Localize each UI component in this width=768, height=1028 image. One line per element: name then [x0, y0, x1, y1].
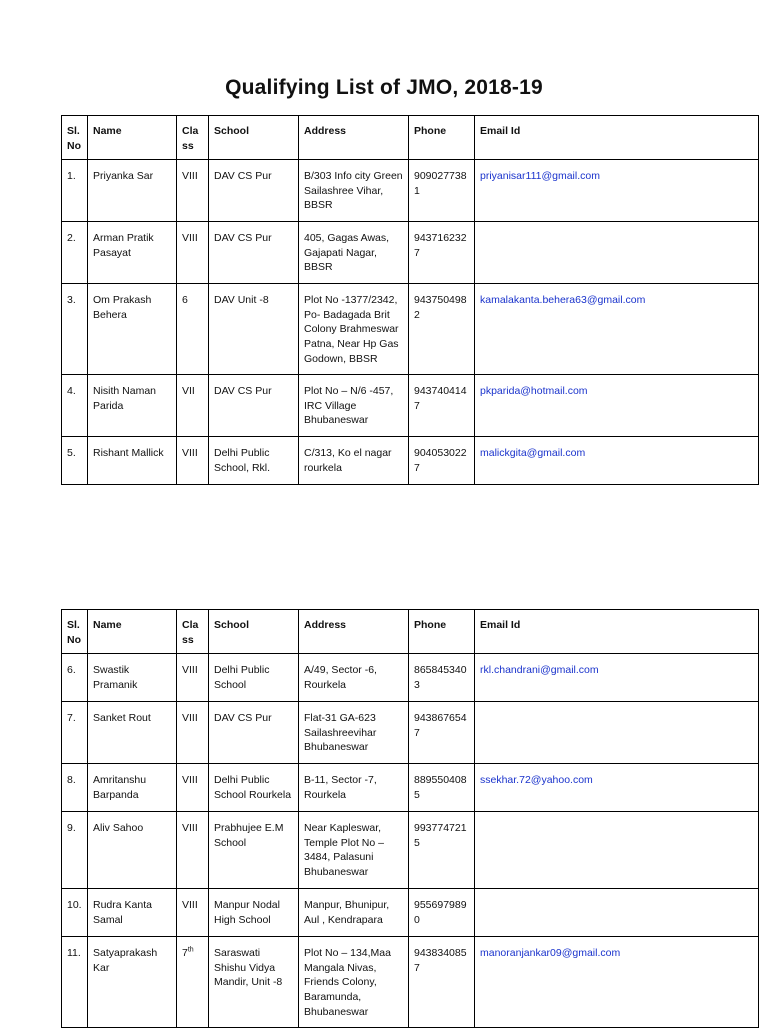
cell-address: C/313, Ko el nagar rourkela — [299, 437, 409, 485]
cell-class: VIII — [177, 812, 209, 889]
cell-name: Swastik Pramanik — [88, 654, 177, 702]
header-address: Address — [299, 116, 409, 160]
header-sl-no: Sl. No — [62, 610, 88, 654]
cell-sl-no: 2. — [62, 222, 88, 284]
header-address: Address — [299, 610, 409, 654]
cell-name: Satyaprakash Kar — [88, 937, 177, 1028]
table-row — [62, 284, 759, 375]
cell-class: VIII — [177, 654, 209, 702]
cell-email-link[interactable]: manoranjankar09@gmail.com — [475, 937, 759, 1028]
cell-address: B-11, Sector -7, Rourkela — [299, 764, 409, 812]
header-name: Name — [88, 610, 177, 654]
class-value: 7 — [182, 947, 188, 960]
cell-phone: 8658453403 — [409, 654, 475, 702]
cell-sl-no: 7. — [62, 702, 88, 764]
page-title: Qualifying List of JMO, 2018-19 — [225, 76, 543, 99]
header-class: Class — [177, 610, 209, 654]
cell-phone: 8895504085 — [409, 764, 475, 812]
cell-phone: 9438676547 — [409, 702, 475, 764]
cell-phone: 9437504982 — [409, 284, 475, 375]
cell-name: Priyanka Sar — [88, 160, 177, 222]
cell-email-link[interactable]: ssekhar.72@yahoo.com — [475, 764, 759, 812]
cell-email — [475, 889, 759, 937]
cell-school: Delhi Public School — [209, 654, 299, 702]
cell-address: Plot No -1377/2342, Po- Badagada Brit Colony Brahmeswar Patna, Near Hp Gas Godown, BBSR — [299, 284, 409, 375]
cell-class: VIII — [177, 437, 209, 485]
cell-email-link[interactable]: rkl.chandrani@gmail.com — [475, 654, 759, 702]
cell-school: Delhi Public School Rourkela — [209, 764, 299, 812]
cell-school: Manpur Nodal High School — [209, 889, 299, 937]
table-row — [62, 812, 759, 889]
cell-sl-no: 6. — [62, 654, 88, 702]
cell-phone: 9437404147 — [409, 375, 475, 437]
cell-phone: 9438340857 — [409, 937, 475, 1028]
cell-school: DAV CS Pur — [209, 222, 299, 284]
table-row — [62, 160, 759, 222]
cell-sl-no: 1. — [62, 160, 88, 222]
table-header-row — [62, 116, 759, 160]
cell-class: VIII — [177, 160, 209, 222]
cell-school: Delhi Public School, Rkl. — [209, 437, 299, 485]
cell-email-link[interactable]: malickgita@gmail.com — [475, 437, 759, 485]
cell-email-link[interactable]: priyanisar111@gmail.com — [475, 160, 759, 222]
cell-sl-no: 4. — [62, 375, 88, 437]
cell-phone: 9040530227 — [409, 437, 475, 485]
cell-class: VIII — [177, 222, 209, 284]
header-class: Class — [177, 116, 209, 160]
cell-address: A/49, Sector -6, Rourkela — [299, 654, 409, 702]
cell-phone: 9437162327 — [409, 222, 475, 284]
cell-phone: 9556979890 — [409, 889, 475, 937]
cell-email — [475, 222, 759, 284]
cell-sl-no: 3. — [62, 284, 88, 375]
cell-address: Flat-31 GA-623 Sailashreevihar Bhubaneswar — [299, 702, 409, 764]
header-school: School — [209, 116, 299, 160]
cell-address: Manpur, Bhunipur, Aul , Kendrapara — [299, 889, 409, 937]
header-email: Email Id — [475, 116, 759, 160]
cell-class: VIII — [177, 889, 209, 937]
cell-class: VII — [177, 375, 209, 437]
cell-email — [475, 702, 759, 764]
cell-school: DAV CS Pur — [209, 702, 299, 764]
table-row — [62, 937, 759, 1028]
cell-name: Sanket Rout — [88, 702, 177, 764]
cell-school: DAV CS Pur — [209, 160, 299, 222]
cell-address: B/303 Info city Green Sailashree Vihar, BBSR — [299, 160, 409, 222]
cell-name: Aliv Sahoo — [88, 812, 177, 889]
cell-phone: 9090277381 — [409, 160, 475, 222]
class-ordinal-suffix: th — [187, 946, 194, 954]
cell-sl-no: 9. — [62, 812, 88, 889]
table-row — [62, 654, 759, 702]
cell-class: 6 — [177, 284, 209, 375]
cell-address: Near Kapleswar, Temple Plot No – 3484, Palasuni Bhubaneswar — [299, 812, 409, 889]
cell-sl-no: 10. — [62, 889, 88, 937]
header-phone: Phone — [409, 116, 475, 160]
cell-name: Arman Pratik Pasayat — [88, 222, 177, 284]
qualifying-table-1 — [61, 115, 759, 485]
cell-address: Plot No – N/6 -457, IRC Village Bhubaneswar — [299, 375, 409, 437]
cell-address: Plot No – 134,Maa Mangala Nivas, Friends Colony, Baramunda, Bhubaneswar — [299, 937, 409, 1028]
cell-sl-no: 11. — [62, 937, 88, 1028]
cell-name: Rudra Kanta Samal — [88, 889, 177, 937]
table-row — [62, 375, 759, 437]
cell-name: Amritanshu Barpanda — [88, 764, 177, 812]
cell-school: DAV Unit -8 — [209, 284, 299, 375]
qualifying-table-2 — [61, 609, 759, 1028]
table-row — [62, 764, 759, 812]
header-name: Name — [88, 116, 177, 160]
cell-email-link[interactable]: kamalakanta.behera63@gmail.com — [475, 284, 759, 375]
table-row — [62, 702, 759, 764]
cell-email — [475, 812, 759, 889]
cell-class — [177, 937, 209, 1028]
header-email: Email Id — [475, 610, 759, 654]
header-phone: Phone — [409, 610, 475, 654]
cell-class: VIII — [177, 702, 209, 764]
cell-sl-no: 5. — [62, 437, 88, 485]
table-header-row — [62, 610, 759, 654]
cell-school: Prabhujee E.M School — [209, 812, 299, 889]
table-row — [62, 889, 759, 937]
cell-address: 405, Gagas Awas, Gajapati Nagar, BBSR — [299, 222, 409, 284]
cell-school: DAV CS Pur — [209, 375, 299, 437]
header-school: School — [209, 610, 299, 654]
table-row — [62, 222, 759, 284]
cell-name: Om Prakash Behera — [88, 284, 177, 375]
cell-name: Nisith Naman Parida — [88, 375, 177, 437]
cell-phone: 9937747215 — [409, 812, 475, 889]
cell-sl-no: 8. — [62, 764, 88, 812]
cell-class: VIII — [177, 764, 209, 812]
cell-name: Rishant Mallick — [88, 437, 177, 485]
table-row — [62, 437, 759, 485]
cell-email-link[interactable]: pkparida@hotmail.com — [475, 375, 759, 437]
cell-school: Saraswati Shishu Vidya Mandir, Unit -8 — [209, 937, 299, 1028]
header-sl-no: Sl. No — [62, 116, 88, 160]
